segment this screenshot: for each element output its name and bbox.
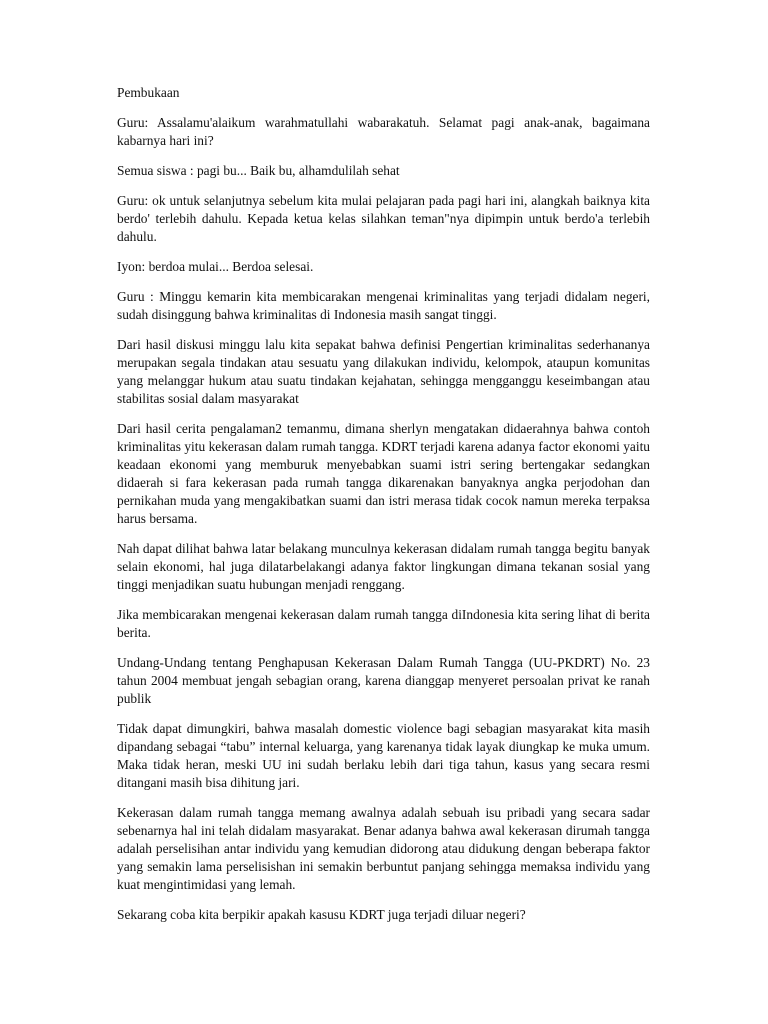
paragraph-taboo: Tidak dapat dimungkiri, bahwa masalah domestic violence bagi sebagian masyarakat kita masih dipandang sebagai “tabu” internal keluarga, yang karenanya tidak layak diungkap ke muka umum. Maka tidak heran, meski UU ini sudah berlaku lebih dari tiga tahun, kasus yang secara resmi ditangani masih bisa dihitung jari. xyxy=(117,721,650,790)
paragraph-greeting: Guru: Assalamu'alaikum warahmatullahi wabarakatuh. Selamat pagi anak-anak, bagaimana kabarnya hari ini? xyxy=(117,115,650,148)
paragraph-review: Guru : Minggu kemarin kita membicarakan mengenai kriminalitas yang terjadi didalam negeri, sudah disinggung bahwa kriminalitas di Indonesia masih sangat tinggi. xyxy=(117,289,650,322)
paragraph-law: Undang-Undang tentang Penghapusan Kekerasan Dalam Rumah Tangga (UU-PKDRT) No. 23 tahun 2004 membuat jengah sebagian orang, karena dianggap menyeret persoalan privat ke ranah publik xyxy=(117,655,650,706)
paragraph-personal-issue: Kekerasan dalam rumah tangga memang awalnya adalah sebuah isu pribadi yang secara sadar sebenarnya hal ini telah didalam masyarakat. Benar adanya bahwa awal kekerasan dirumah tangga adalah perselisihan antar individu yang kemudian didorong atau didukung dengan beberapa faktor yang semakin lama perselisishan ini semakin berbuntut panjang sehingga memaksa individu yang kuat mengintimidasi yang lemah. xyxy=(117,805,650,892)
paragraph-prayer-instruction: Guru: ok untuk selanjutnya sebelum kita mulai pelajaran pada pagi hari ini, alangkah baiknya kita berdo' terlebih dahulu. Kepada ketua kelas silahkan teman"nya dipimpin untuk berdo'a terlebih dahulu. xyxy=(117,193,650,244)
paragraph-experience: Dari hasil cerita pengalaman2 temanmu, dimana sherlyn mengatakan didaerahnya bahwa contoh kriminalitas yitu kekerasan dalam rumah tangga. KDRT terjadi karena adanya factor ekonomi yaitu keadaan ekonomi yang memburuk menyebabkan suami istri sering bertengakar sedangkan didaerah si fara kekerasan pada rumah tangga dikarenakan banyaknya angka perjodohan dan pernikahan muda yang mengakibatkan suami dan istri merasa tidak cocok namun mereka terpaksa harus bersama. xyxy=(117,421,650,526)
paragraph-question: Sekarang coba kita berpikir apakah kasusu KDRT juga terjadi diluar negeri? xyxy=(117,907,526,922)
paragraph-student-reply: Semua siswa : pagi bu... Baik bu, alhamdulilah sehat xyxy=(117,163,400,178)
section-heading: Pembukaan xyxy=(117,85,180,100)
paragraph-news: Jika membicarakan mengenai kekerasan dalam rumah tangga diIndonesia kita sering lihat di berita berita. xyxy=(117,607,650,640)
paragraph-definition: Dari hasil diskusi minggu lalu kita sepakat bahwa definisi Pengertian kriminalitas sederhananya merupakan segala tindakan atau sesuatu yang dilakukan individu, kelompok, ataupun komunitas yang melanggar hukum atau suatu tindakan kejahatan, sehingga mengganggu keseimbangan atau stabilitas sosial dalam masyarakat xyxy=(117,337,650,406)
paragraph-prayer: Iyon: berdoa mulai... Berdoa selesai. xyxy=(117,259,314,274)
document-page xyxy=(117,84,650,936)
paragraph-background: Nah dapat dilihat bahwa latar belakang munculnya kekerasan didalam rumah tangga begitu banyak selain ekonomi, hal juga dilatarbelakangi adanya faktor lingkungan dimana tekanan sosial yang tinggi menjadikan suatu hubungan menjadi renggang. xyxy=(117,541,650,592)
